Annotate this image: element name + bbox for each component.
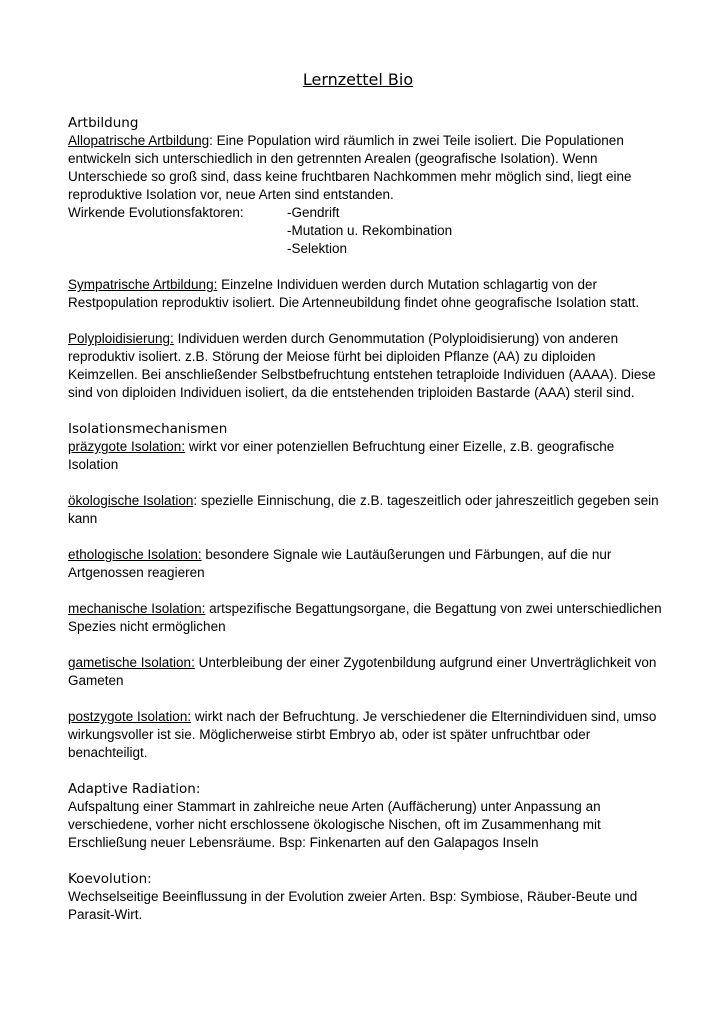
- paragraph-allopatrisch: [68, 132, 668, 204]
- term-isolation: ökologische Isolation: [68, 493, 194, 508]
- factors-list: [287, 204, 452, 258]
- paragraph-isolation-item: [68, 654, 668, 690]
- paragraph-koevolution: Wechselseitige Beeinflussung in der Evolution zweier Arten. Bsp: Symbiose, Räuber-Beute und Parasit-Wirt.: [68, 889, 638, 922]
- term-isolation: gametische Isolation:: [68, 655, 195, 670]
- text-allopatrisch: Eine Population wird räumlich in zwei Teile isoliert. Die Populationen entwickeln sich unterschiedlich in den getrennten Arealen (geografische Isolation). Wenn Unterschiede so groß sind, dass keine fruchtbaren Nachkommen mehr möglich sind, liegt eine reproduktive Isolation vor, neue Arten sind entstanden.: [68, 133, 632, 202]
- heading-radiation: Adaptive Radiation:: [68, 781, 201, 797]
- term-isolation: ethologische Isolation:: [68, 547, 202, 562]
- text-sympatrisch: Einzelne Individuen werden durch Mutation schlagartig von der Restpopulation reproduktiv isoliert. Die Artenneubildung findet ohne geografische Isolation statt.: [68, 277, 640, 310]
- term-isolation: präzygote Isolation:: [68, 439, 186, 454]
- text-isolation: wirkt nach der Befruchtung. Je verschiedener die Elternindividuen sind, umso wirkungsvoller ist sie. Möglicherweise stirbt Embryo ab, oder ist später unfruchtbar oder benachteiligt.: [68, 709, 657, 760]
- paragraph-isolation-item: [68, 708, 668, 762]
- term-polyploid: Polyploidisierung:: [68, 331, 174, 346]
- paragraph-sympatrisch: [68, 276, 668, 312]
- paragraph-radiation: Aufspaltung einer Stammart in zahlreiche neue Arten (Auffächerung) unter Anpassung an verschiedene, vorher nicht erschlossene ökologische Nischen, oft im Zusammenhang mit Erschließung neuer Lebensräume. Bsp: Finkenarten auf den Galapagos Inseln: [68, 799, 601, 850]
- factor-item: -Selektion: [287, 241, 348, 256]
- factor-item: -Gendrift: [287, 205, 340, 220]
- term-isolation: mechanische Isolation:: [68, 601, 206, 616]
- page-title: Lernzettel Bio: [302, 70, 414, 89]
- term-allopatrisch: Allopatrische Artbildung: [68, 133, 210, 148]
- paragraph-isolation-item: [68, 438, 668, 474]
- paragraph-polyploid: [68, 330, 668, 402]
- heading-koevolution: Koevolution:: [68, 871, 152, 887]
- heading-isolation: Isolationsmechanismen: [68, 421, 228, 437]
- text-isolation: wirkt vor einer potenziellen Befruchtung einer Eizelle, z.B. geografische Isolation: [68, 439, 615, 472]
- text-isolation: : spezielle Einnischung, die z.B. tageszeitlich oder jahreszeitlich gegeben sein kann: [68, 493, 659, 526]
- factors-label: Wirkende Evolutionsfaktoren:: [68, 205, 244, 220]
- text-isolation: besondere Signale wie Lautäußerungen und Färbungen, auf die nur Artgenossen reagieren: [68, 547, 612, 580]
- document-content: [68, 114, 668, 924]
- term-sympatrisch: Sympatrische Artbildung:: [68, 277, 218, 292]
- paragraph-isolation-item: [68, 492, 668, 528]
- factor-item: -Mutation u. Rekombination: [287, 223, 453, 238]
- heading-artbildung: Artbildung: [68, 115, 139, 131]
- term-isolation: postzygote Isolation:: [68, 709, 192, 724]
- text-isolation: Unterbleibung der einer Zygotenbildung aufgrund einer Unverträglichkeit von Gameten: [68, 655, 657, 688]
- evolution-factors: [68, 204, 668, 258]
- text-polyploid: Individuen werden durch Genommutation (Polyploidisierung) von anderen reproduktiv isoliert. z.B. Störung der Meiose fürht bei diploiden Pflanze (AA) zu diploiden Keimzellen. Bei anschließender Selbstbefruchtung entstehen tetraploide Individuen (AAAA). Diese sind von diploiden Individuen isoliert, da die entstehenden triploiden Bastarde (AAA) steril sind.: [68, 331, 656, 400]
- paragraph-isolation-item: [68, 546, 668, 582]
- term-separator: :: [209, 133, 213, 148]
- text-isolation: artspezifische Begattungsorgane, die Begattung von zwei unterschiedlichen Spezies nicht ermöglichen: [68, 601, 662, 634]
- paragraph-isolation-item: [68, 600, 668, 636]
